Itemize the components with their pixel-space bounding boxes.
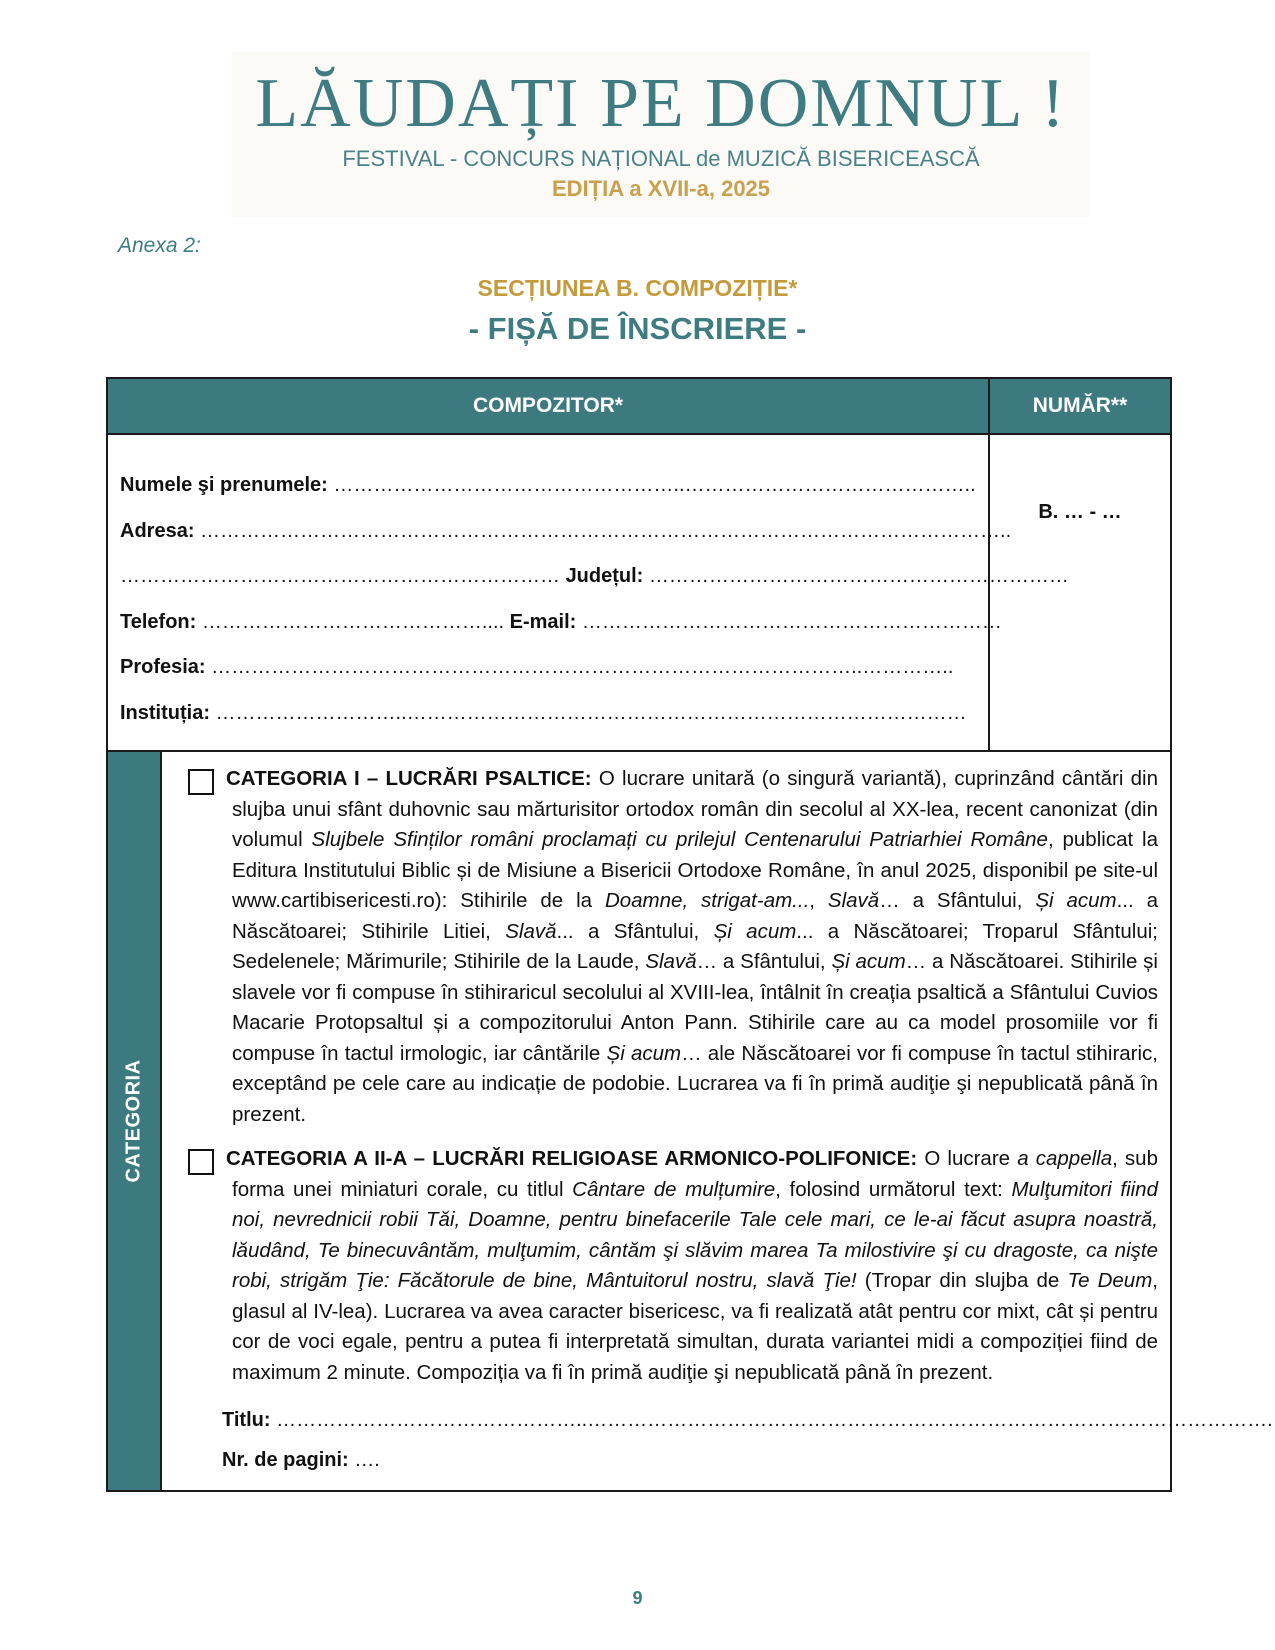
festival-subtitle: FESTIVAL - CONCURS NAȚIONAL de MUZICĂ BISERICEASCĂ (342, 146, 980, 171)
number-header: NUMĂR** (989, 378, 1171, 434)
annex-label: Anexa 2: (118, 234, 201, 257)
composer-header: COMPOZITOR* (107, 378, 989, 434)
pages-field[interactable]: Nr. de pagini: …. (222, 1449, 380, 1471)
title-field[interactable]: Titlu: ………………………………………..…………………………………………………………………………………………. (222, 1409, 1273, 1431)
registration-number: B. … - … (989, 434, 1171, 751)
category-1-option: CATEGORIA I – LUCRĂRI PSALTICE: O lucrare unitară (o singură variantă), cuprinzând cântări din slujba unui sfânt duhovnic sau mărturisitor ortodox român din secolul al XX-lea, recent canonizat (din volumul Slujbele Sfinților români proclamați cu prilejul Centenarului Patriarhiei Române, publicat la Editura Institutului Biblic și de Misiune a Bisericii Ortodoxe Române, în anul 2025, disponibil pe site-ul www.cartibisericesti.ro): Stihirile de la Doamne, strigat-am..., Slavă… a Sfântului, Și acum... a Născătoarei; Stihirile Litiei, Slavă... a Sfântului, Și acum... a Născătoarei; Troparul Sfântului; Sedelenele; Mărimurile; Stihirile de la Laude, Slavă… a Sfântului, Și acum… a Născătoarei. Stihirile și slavele vor fi compuse în stihiraricul secolului al XVIII-lea, întâlnit în creația psaltică a Sfântului Cuvios Macarie Protopsaltul și a compozitorului Anton Pann. Stihirile care au ca model prosomiile vor fi compuse în tactul irmologic, iar cântările Și acum… ale Născătoarei vor fi compuse în tactul stihiraric, exceptând pe cele care au indicație de podobie. Lucrarea va fi în primă audiţie şi nepublicată până în prezent. (174, 764, 1158, 1130)
festival-title: LĂUDAȚI PE DOMNUL ! (255, 65, 1067, 142)
institution-field[interactable]: Instituția: ………………………..………………………………………………………………………… (120, 701, 967, 724)
category-2-checkbox[interactable] (188, 1149, 214, 1175)
form-title: - FIȘĂ DE ÎNSCRIERE - (468, 311, 807, 346)
composer-fields (107, 434, 1069, 751)
category-2-option: CATEGORIA A II-A – LUCRĂRI RELIGIOASE ARMONICO-POLIFONICE: O lucrare a cappella, sub forma unei miniaturi corale, cu titlul Cântare de mulțumire, folosind următorul text: Mulţumitori fiind noi, nevrednicii robii Tăi, Doamne, pentru binefacerile Tale cele mari, ce le-ai făcut asupra noastră, lăudând, Te binecuvântăm, mulţumim, cântăm şi slăvim marea Ta milostivire şi cu dragoste, ca nişte robi, strigăm Ţie: Făcătorule de bine, Mântuitorul nostru, slavă Ţie! (Tropar din slujba de Te Deum, glasul al IV-lea). Lucrarea va avea caracter bisericesc, va fi realizată atât pentru cor mixt, cât și pentru cor de voci egale, pentru a putea fi interpretată simultan, durata variantei midi a compoziției fiind de maximum 2 minute. Compoziția va fi în primă audiţie şi nepublicată până în prezent. (174, 1144, 1158, 1388)
registration-form-table (106, 377, 1273, 1492)
festival-banner (232, 52, 1090, 217)
name-field[interactable]: Numele şi prenumele: ……………………………………………..…………………………………….. (120, 474, 976, 496)
festival-edition: EDIȚIA a XVII-a, 2025 (551, 176, 771, 201)
page-number: 9 (632, 1588, 643, 1608)
category-1-checkbox[interactable] (188, 769, 214, 795)
address-field[interactable]: Adresa: ………………………………………………………………………………………………………….. (120, 519, 1012, 542)
profession-field[interactable]: Profesia: ……………………………………………………………………………………..………….. (120, 656, 954, 678)
section-title: SECȚIUNEA B. COMPOZIȚIE* (477, 275, 798, 301)
county-field[interactable]: ………………………………………………………… Județul: ……………………………………………………… (120, 565, 1069, 587)
category-side-label: CATEGORIA (107, 751, 161, 1491)
phone-email-field[interactable]: Telefon: …………………………………….... E-mail: ……………………………………………………… (120, 610, 1002, 633)
category-options (161, 751, 1273, 1491)
